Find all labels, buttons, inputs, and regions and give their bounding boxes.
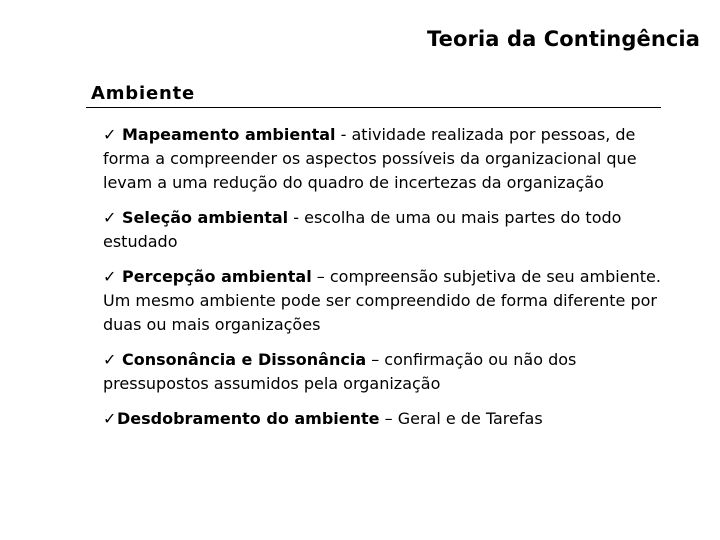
- item-description: atividade realizada por pessoas, de forma a compreender os aspectos possíveis da organizacional que levam a uma redução do quadro de incertezas da organização: [103, 125, 637, 192]
- item-term: Desdobramento do ambiente: [117, 409, 380, 428]
- item-separator: -: [335, 125, 352, 144]
- checkmark-icon: ✓: [103, 125, 117, 144]
- item-description: Geral e de Tarefas: [397, 409, 543, 428]
- list-item-desdobramento: [103, 407, 673, 431]
- list-item-selecao: [103, 206, 673, 254]
- heading-divider: [86, 107, 661, 108]
- item-term: Percepção ambiental: [122, 267, 312, 286]
- item-term: Consonância e Dissonância: [122, 350, 367, 369]
- item-term: Seleção ambiental: [122, 208, 289, 227]
- checkmark-icon: ✓: [103, 409, 117, 428]
- checkmark-icon: ✓: [103, 350, 117, 369]
- section-heading: Ambiente: [91, 83, 195, 104]
- item-description: compreensão subjetiva de seu ambiente. Um mesmo ambiente pode ser compreendido de forma diferente por duas ou mais organizações: [103, 267, 661, 334]
- item-description: confirmação ou não dos pressupostos assumidos pela organização: [103, 350, 577, 393]
- list-item-mapeamento: [103, 123, 673, 195]
- bullet-list: [103, 123, 673, 431]
- item-separator: –: [366, 350, 385, 369]
- item-term: Mapeamento ambiental: [122, 125, 336, 144]
- item-description: escolha de uma ou mais partes do todo estudado: [103, 208, 622, 251]
- list-item-percepcao: [103, 265, 673, 337]
- slide-title: Teoria da Contingência: [427, 27, 700, 51]
- item-separator: -: [288, 208, 305, 227]
- list-item-consonancia: [103, 348, 673, 396]
- checkmark-icon: ✓: [103, 267, 117, 286]
- item-separator: –: [311, 267, 330, 286]
- item-separator: –: [379, 409, 398, 428]
- checkmark-icon: ✓: [103, 208, 117, 227]
